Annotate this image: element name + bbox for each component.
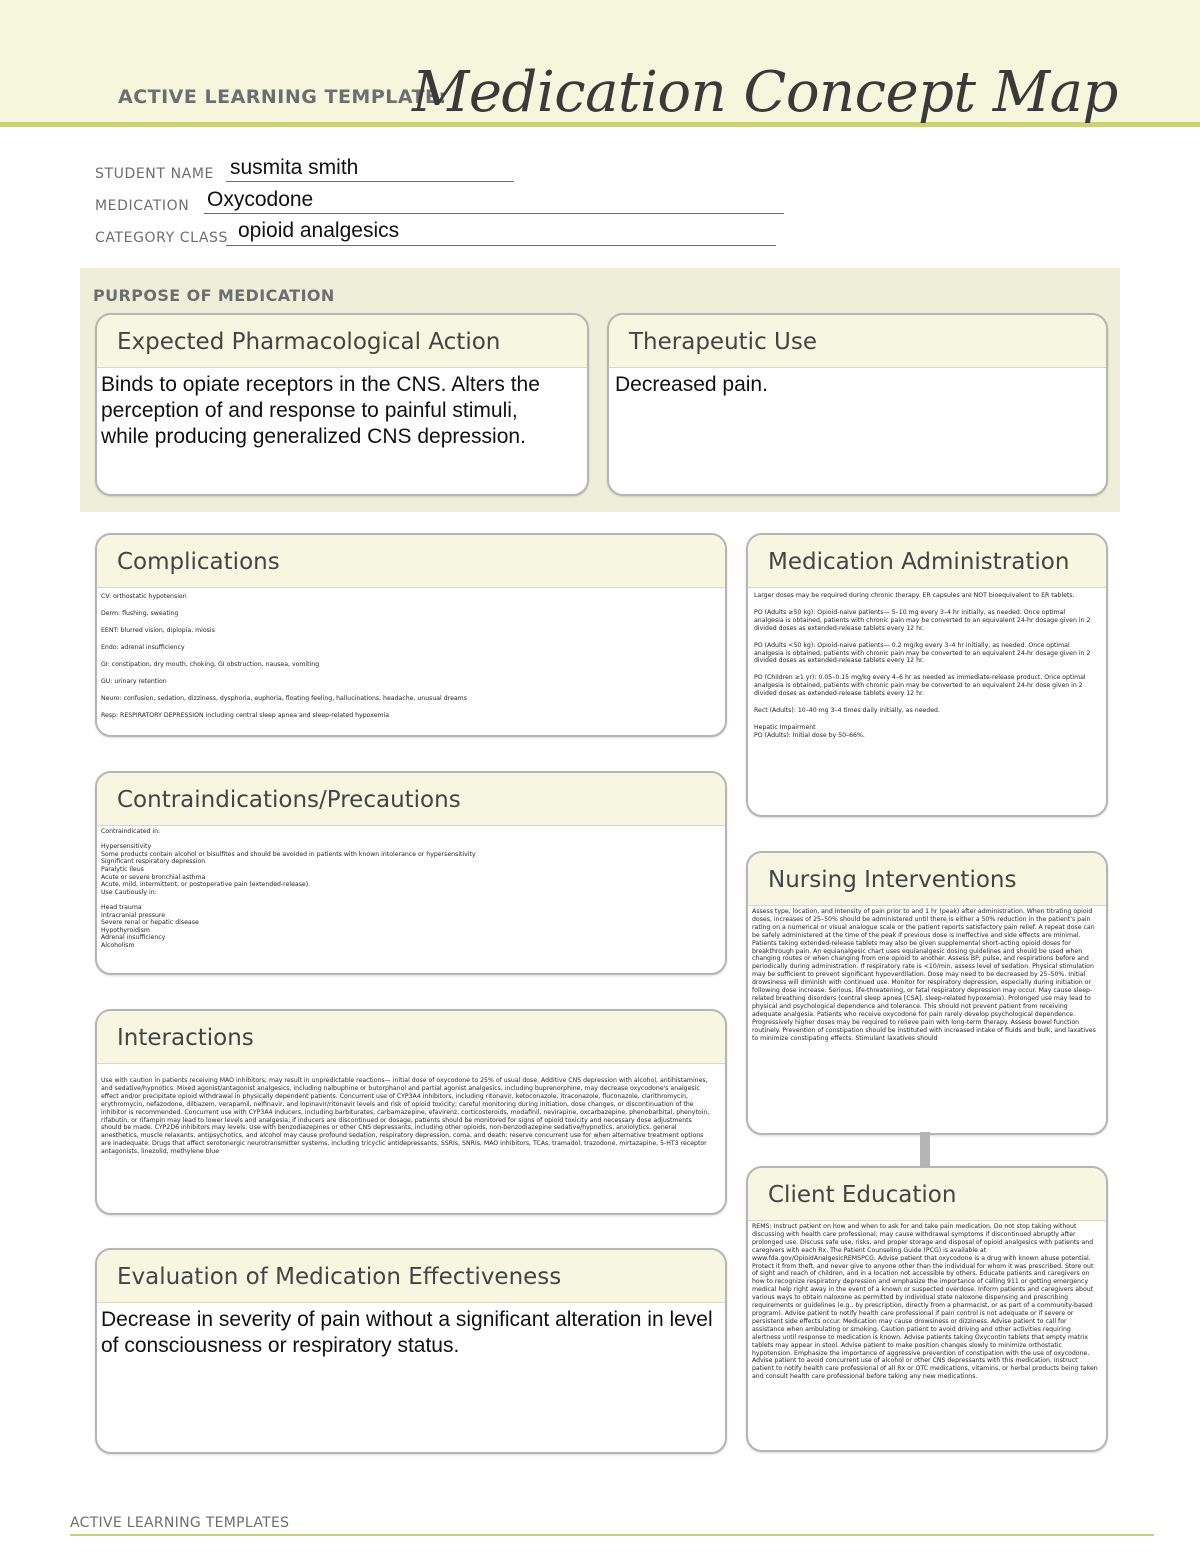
medication-line xyxy=(204,213,784,214)
category-line xyxy=(226,245,776,246)
medication-administration-title: Medication Administration xyxy=(768,549,1070,575)
administration-paragraph: Larger doses may be required during chronic therapy. ER capsules are NOT bioequivalent to ER tablets. xyxy=(754,592,1075,599)
medication-administration-header xyxy=(748,535,1106,588)
contraindications-header xyxy=(97,773,725,826)
footer-label: ACTIVE LEARNING TEMPLATES xyxy=(70,1515,290,1531)
complications-box xyxy=(95,533,727,737)
contraindication-line: Paralytic ileus xyxy=(101,865,144,873)
complications-list[interactable] xyxy=(101,593,716,720)
connector-bar xyxy=(920,1132,930,1166)
therapeutic-use-box xyxy=(607,313,1108,496)
contraindication-line: Acute or severe bronchial asthma xyxy=(101,873,206,881)
student-name-line xyxy=(226,181,514,182)
nursing-interventions-text[interactable]: Assess type, location, and intensity of pain prior to and 1 hr (peak) after administration. When titrating opioid doses, increases of 25–50% should be administered until there is either a 50% reduction in the patient's pain rating on a numerical or visual analogue scale or the patient reports satisfactory pain relief. A repeat dose can be safely administered at the time of the peak if previous dose is ineffective and side effects are minimal. Patients taking extended-release tablets may also be given supplemental short-acting opioid doses for breakthrough pain. An equianalgesic chart uses equianalgesic dosing guidelines and should be used when changing routes or when changing from one opioid to another. Assess BP, pulse, and respirations before and periodically during administration. If respiratory rate is <10/min, assess level of sedation. Physical stimulation may be sufficient to prevent significant hypoventilation. Dose may need to be decreased by 25–50%. Initial drowsiness will diminish with continued use. Monitor for respiratory depression, especially during initiation or following dose increase. Serious, life-threatening, or fatal respiratory depression may occur. May cause sleep-related breathing disorders (central sleep apnea [CSA], sleep-related hypoxemia). Prolonged use may lead to physical and psychological dependence and tolerance. This should not prevent patient from receiving adequate analgesia. Patients who receive oxycodone for pain rarely develop psychological dependence. Progressively higher doses may be required to relieve pain with long-term therapy. Assess bowel function routinely. Prevention of constipation should be instituted with increased intake of fluids and bulk, and laxatives to minimize constipating effects. Stimulant laxatives should xyxy=(752,908,1096,1042)
evaluation-title: Evaluation of Medication Effectiveness xyxy=(117,1264,562,1290)
therapeutic-use-text[interactable]: Decreased pain. xyxy=(615,373,768,396)
contraindication-line: Head trauma xyxy=(101,903,142,911)
complication-item: Resp: RESPIRATORY DEPRESSION including central sleep apnea and sleep-related hypoxemia xyxy=(101,712,390,719)
therapeutic-use-title: Therapeutic Use xyxy=(629,329,817,355)
contraindication-line: Significant respiratory depression xyxy=(101,858,206,866)
contraindication-line: Severe renal or hepatic disease xyxy=(101,919,199,927)
nursing-interventions-box xyxy=(746,851,1108,1135)
expected-action-title: Expected Pharmacological Action xyxy=(117,329,501,355)
complication-item: Endo: adrenal insufficiency xyxy=(101,644,185,651)
expected-action-header xyxy=(97,315,587,368)
purpose-title: PURPOSE OF MEDICATION xyxy=(93,286,335,305)
medication-field[interactable]: Oxycodone xyxy=(207,188,314,211)
contraindication-line: Some products contain alcohol or bisulfites and should be avoided in patients with known intolerance or hypersensitivity xyxy=(101,850,476,858)
contraindication-line: Contraindicated in: xyxy=(101,828,161,835)
expected-action-box xyxy=(95,313,589,496)
medication-administration-text[interactable] xyxy=(754,592,1096,740)
complication-item: GI: constipation, dry mouth, choking, GI obstruction, nausea, vomiting xyxy=(101,661,320,668)
contraindications-box xyxy=(95,771,727,975)
administration-paragraph: Hepatic Impairment PO (Adults): Initial dose by 50–66%. xyxy=(754,723,865,739)
category-field[interactable]: opioid analgesics xyxy=(238,219,400,242)
client-education-title: Client Education xyxy=(768,1182,957,1208)
medication-label: MEDICATION xyxy=(95,198,190,214)
administration-paragraph: PO (Adults <50 kg): Opioid-naive patients— 0.2 mg/kg every 3–4 hr initially, as needed. Once optimal analgesia is obtained, patients with chronic pain may be converted to an equivalent 24-hr dosage given in 2 divided doses as extended-release tablets every 12 hr. xyxy=(754,641,1091,665)
footer-rule xyxy=(70,1534,1154,1536)
expected-action-text[interactable]: Binds to opiate receptors in the CNS. Alters the perception of and response to painful stimuli, while producing generalized CNS depression. xyxy=(101,373,540,448)
contraindication-line: Hypersensitivity xyxy=(101,843,152,851)
contraindication-line: Alcoholism xyxy=(101,941,135,949)
therapeutic-use-header xyxy=(609,315,1106,368)
evaluation-box xyxy=(95,1248,727,1454)
complication-item: CV: orthostatic hypotension xyxy=(101,593,187,600)
complication-item: GU: urinary retention xyxy=(101,678,167,685)
complications-header xyxy=(97,535,725,588)
student-name-label: STUDENT NAME xyxy=(95,166,214,182)
interactions-title: Interactions xyxy=(117,1025,254,1051)
contraindication-line: Use Cautiously in: xyxy=(101,888,157,896)
complication-item: Derm: flushing, sweating xyxy=(101,610,179,617)
contraindication-line: Intracranial pressure xyxy=(101,911,166,919)
interactions-header xyxy=(97,1011,725,1064)
administration-paragraph: PO (Children ≥1 yr): 0.05–0.15 mg/kg every 4–6 hr as needed as immediate-release product. Once optimal analgesia is obtained, patients with chronic pain may be converted to an equivalent 24-hr dose given in 2 divided doses as extended-release tablets every 12 hr. xyxy=(754,674,1086,698)
client-education-text[interactable]: REMS: Instruct patient on how and when to ask for and take pain medication. Do not stop taking without discussing with health care professional; may cause withdrawal symptoms if discontinued abruptly after prolonged use. Discuss safe use, risks, and proper storage and disposal of opioid analgesics with patients and caregivers with each Rx. The Patient Counseling Guide (PCG) is available at www.fda.gov/OpioidAnalgesicREMSPCG. Advise patient that oxycodone is a drug with known abuse potential. Protect it from theft, and never give to anyone other than the individual for whom it was prescribed. Store out of sight and reach of children, and in a location not accessible by others. Educate patients and caregivers on how to recognize respiratory depression and emphasize the importance of calling 911 or getting emergency medical help right away in the event of a known or suspected overdose. Inform patients and caregivers about various ways to obtain naloxone as permitted by individual state naloxone dispensing and prescribing requirements or guidelines (e.g., by prescription, directly from a pharmacist, or as part of a community-based program). Advise patient to notify health care professional if pain control is not adequate or if severe or persistent side effects occur. Medication may cause drowsiness or dizziness. Advise patient to call for assistance when ambulating or smoking. Caution patient to avoid driving and other activities requiring alertness until response to medication is known. Advise patients taking Oxycontin tablets that empty matrix tablets may appear in stool. Advise patient to make position changes slowly to minimize orthostatic hypotension. Emphasize the importance of aggressive prevention of constipation with the use of oxycodone. Advise patient to avoid concurrent use of alcohol or other CNS depressants with this medication. Instruct patient to notify health care professional of all Rx or OTC medications, vitamins, or herbal products being taken and consult health care professional before taking any new medications. xyxy=(752,1223,1098,1381)
template-label: ACTIVE LEARNING TEMPLATE: xyxy=(118,86,447,108)
category-label: CATEGORY CLASS xyxy=(95,230,229,246)
client-education-header xyxy=(748,1168,1106,1221)
evaluation-header xyxy=(97,1250,725,1303)
contraindication-line xyxy=(101,896,716,904)
nursing-interventions-title: Nursing Interventions xyxy=(768,867,1017,893)
student-name-field[interactable]: susmita smith xyxy=(230,156,359,179)
complication-item: Neuro: confusion, sedation, dizziness, dysphoria, euphoria, floating feeling, hallucinations, headache, unusual dreams xyxy=(101,695,467,702)
complication-item: EENT: blurred vision, diplopia, miosis xyxy=(101,627,215,634)
contraindication-line xyxy=(101,836,716,844)
complications-title: Complications xyxy=(117,549,280,575)
page-title: Medication Concept Map xyxy=(412,60,1118,125)
contraindication-line: Acute, mild, intermittent, or postoperative pain (extended-release). xyxy=(101,881,311,889)
nursing-interventions-header xyxy=(748,853,1106,906)
contraindication-line: Hypothyroidism xyxy=(101,926,150,934)
administration-paragraph: Rect (Adults): 10–40 mg 3–4 times daily initially, as needed. xyxy=(754,707,940,715)
interactions-box xyxy=(95,1009,727,1215)
medication-administration-box xyxy=(746,533,1108,817)
interactions-text[interactable]: Use with caution in patients receiving MAO inhibitors; may result in unpredictable reactions— initial dose of oxycodone to 25% of usual dose. Additive CNS depression with alcohol, antihistamines, and sedative/hypnotics. Mixed agonist/antagonist analgesics, including nalbuphine or butorphanol and partial agonist analgesics, including buprenorphine, may decrease oxycodone's analgesic effect and/or precipitate opioid withdrawal in physically dependent patients. Concurrent use of CYP3A4 inhibitors, including ritonavir, ketoconazole, itraconazole, fluconazole, clarithromycin, erythromycin, nefazodone, diltiazem, verapamil, nelfinavir, and lopinavir/ritonavir levels and risk of opioid toxicity; careful monitoring during initiation, dose changes, or discontinuation of the inhibitor is recommended. Concurrent use with CYP3A4 inducers, including barbiturates, carbamazepine, efavirenz, corticosteroids, modafinil, nevirapine, oxcarbazepine, phenobarbital, phenytoin, rifabutin, or rifampin may lead to lower levels and analgesia; if inducers are discontinued or dosage, patients should be monitored for signs of opioid toxicity and necessary dose adjustments should be made. CYP2D6 inhibitors may levels. Use with benzodiazepines or other CNS depressants, including other opioids, non-benzodiazepine sedative/hypnotics, anxiolytics, general anesthetics, muscle relaxants, antipsychotics, and alcohol may cause profound sedation, respiratory depression, coma, and death; reserve concurrent use for when alternative treatment options are inadequate. Drugs that affect serotonergic neurotransmitter systems, including tricyclic antidepressants, SSRIs, SNRIs, MAO inhibitors, TCAs, tramadol, trazodone, mirtazapine, 5-HT3 receptor antagonists, linezolid, methylene blue xyxy=(101,1077,710,1156)
client-education-box xyxy=(746,1166,1108,1452)
evaluation-text[interactable]: Decrease in severity of pain without a significant alteration in level of consciousness or respiratory status. xyxy=(101,1308,713,1357)
contraindication-line: Adrenal insufficiency xyxy=(101,934,166,942)
administration-paragraph: PO (Adults ≥50 kg): Opioid-naive patients— 5–10 mg every 3–4 hr initially, as needed. Once optimal analgesia is obtained, patients with chronic pain may be converted to an equivalent 24-hr dosage given in 2 divided doses as extended-release tablets every 12 hr. xyxy=(754,608,1091,632)
contraindications-list[interactable] xyxy=(101,828,716,950)
contraindications-title: Contraindications/Precautions xyxy=(117,787,461,813)
